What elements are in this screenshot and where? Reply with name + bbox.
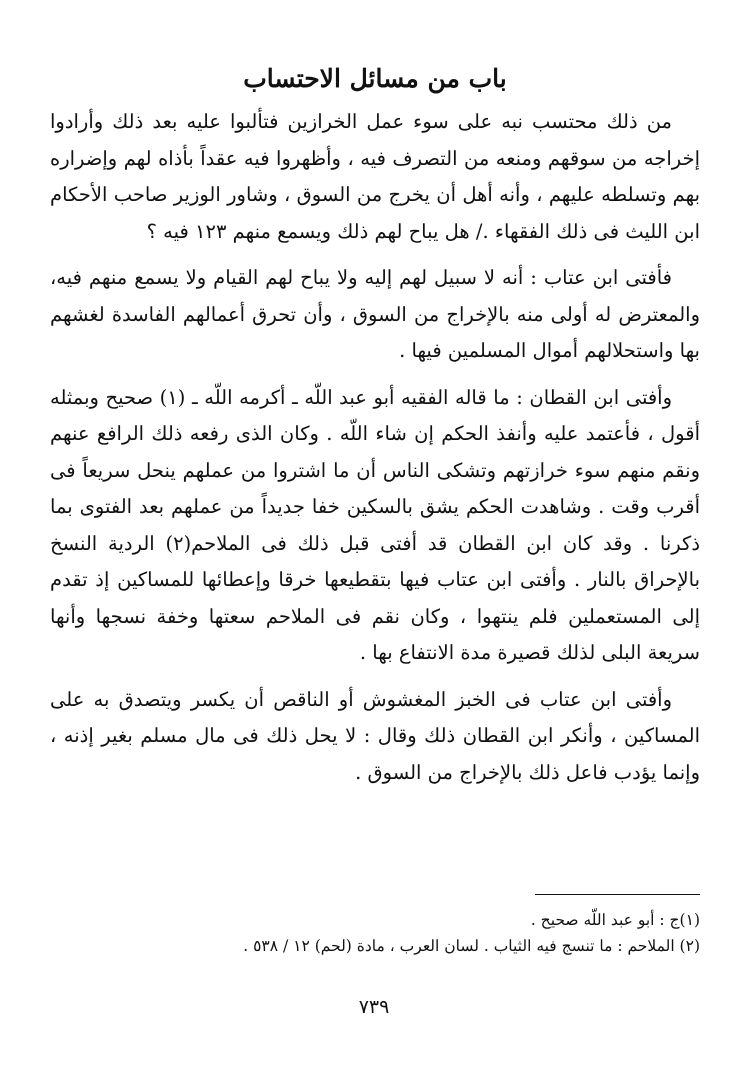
paragraph-4: وأفتى ابن عتاب فى الخبز المغشوش أو الناقص أن يكسر ويتصدق به على المساكين ، وأنكر ابن القطان ذلك وقال : لا يحل ذلك فى مال مسلم بغير إذنه ، وإنما يؤدب فاعل ذلك بالإخراج من السوق . <box>50 687 700 784</box>
footnotes-section <box>50 880 700 959</box>
paragraph-1: من ذلك محتسب نبه على سوء عمل الخرازين فتألبوا عليه بعد ذلك وأرادوا إخراجه من سوقهم ومنعه من التصرف فيه ، وأظهروا فيه عقداً بأذاه لهم وإضراره بهم وتسلطه عليهم ، وأنه أهل أن يخرج من السوق ، وشاور الوزير صاحب الأحكام ابن الليث فى ذلك الفقهاء ./ هل يباح لهم ذلك ويسمع منهم ١٢٣ فيه ؟ <box>50 110 700 243</box>
paragraph-2: فأفتى ابن عتاب : أنه لا سبيل لهم إليه ولا يباح لهم القيام ولا يسمع منهم فيه، والمعترض له أولى منه بالإخراج من السوق ، وأن تحرق أعمالهم الفاسدة لغشهم بها واستحلالهم أموال المسلمين فيها . <box>50 266 700 362</box>
page-body <box>50 62 700 801</box>
paragraph-3: وأفتى ابن القطان : ما قاله الفقيه أبو عبد اللّه ـ أكرمه اللّه ـ (١) صحيح وبمثله أقول ، فأعتمد عليه وأنفذ الحكم إن شاء اللّه . وكان الذى رفعه ذلك الرافع عنهم ونقم منهم سوء خرازتهم وتشكى الناس أن ما اشتروا من عملهم ينحل سريعاً فى أقرب وقت . وشاهدت الحكم يشق بالسكين خفا جديداً من عملهم بعد الفتوى بما ذكرنا . وقد كان ابن القطان قد أفتى قبل ذلك فى الملاحم(٢) الردية النسخ بالإحراق بالنار . وأفتى ابن عتاب فيها بتقطيعها خرقا وإعطائها للمساكين إذ تقدم إلى المستعملين فلم ينتهوا ، وكان نقم فى الملاحم سعتها وخفة نسجها وأنها سريعة البلى لذلك قصيرة مدة الانتفاع بها . <box>50 385 700 664</box>
footnote-1: (١)ج : أبو عبد اللّه صحيح . <box>530 911 700 929</box>
footnote-divider <box>535 894 700 895</box>
page-number: ٧٣٩ <box>358 996 390 1018</box>
page-title: باب من مسائل الاحتساب <box>243 64 507 93</box>
footnote-2: (٢) الملاحم : ما تنسج فيه الثياب . لسان العرب ، مادة (لحم) ١٢ / ٥٣٨ . <box>243 937 700 955</box>
